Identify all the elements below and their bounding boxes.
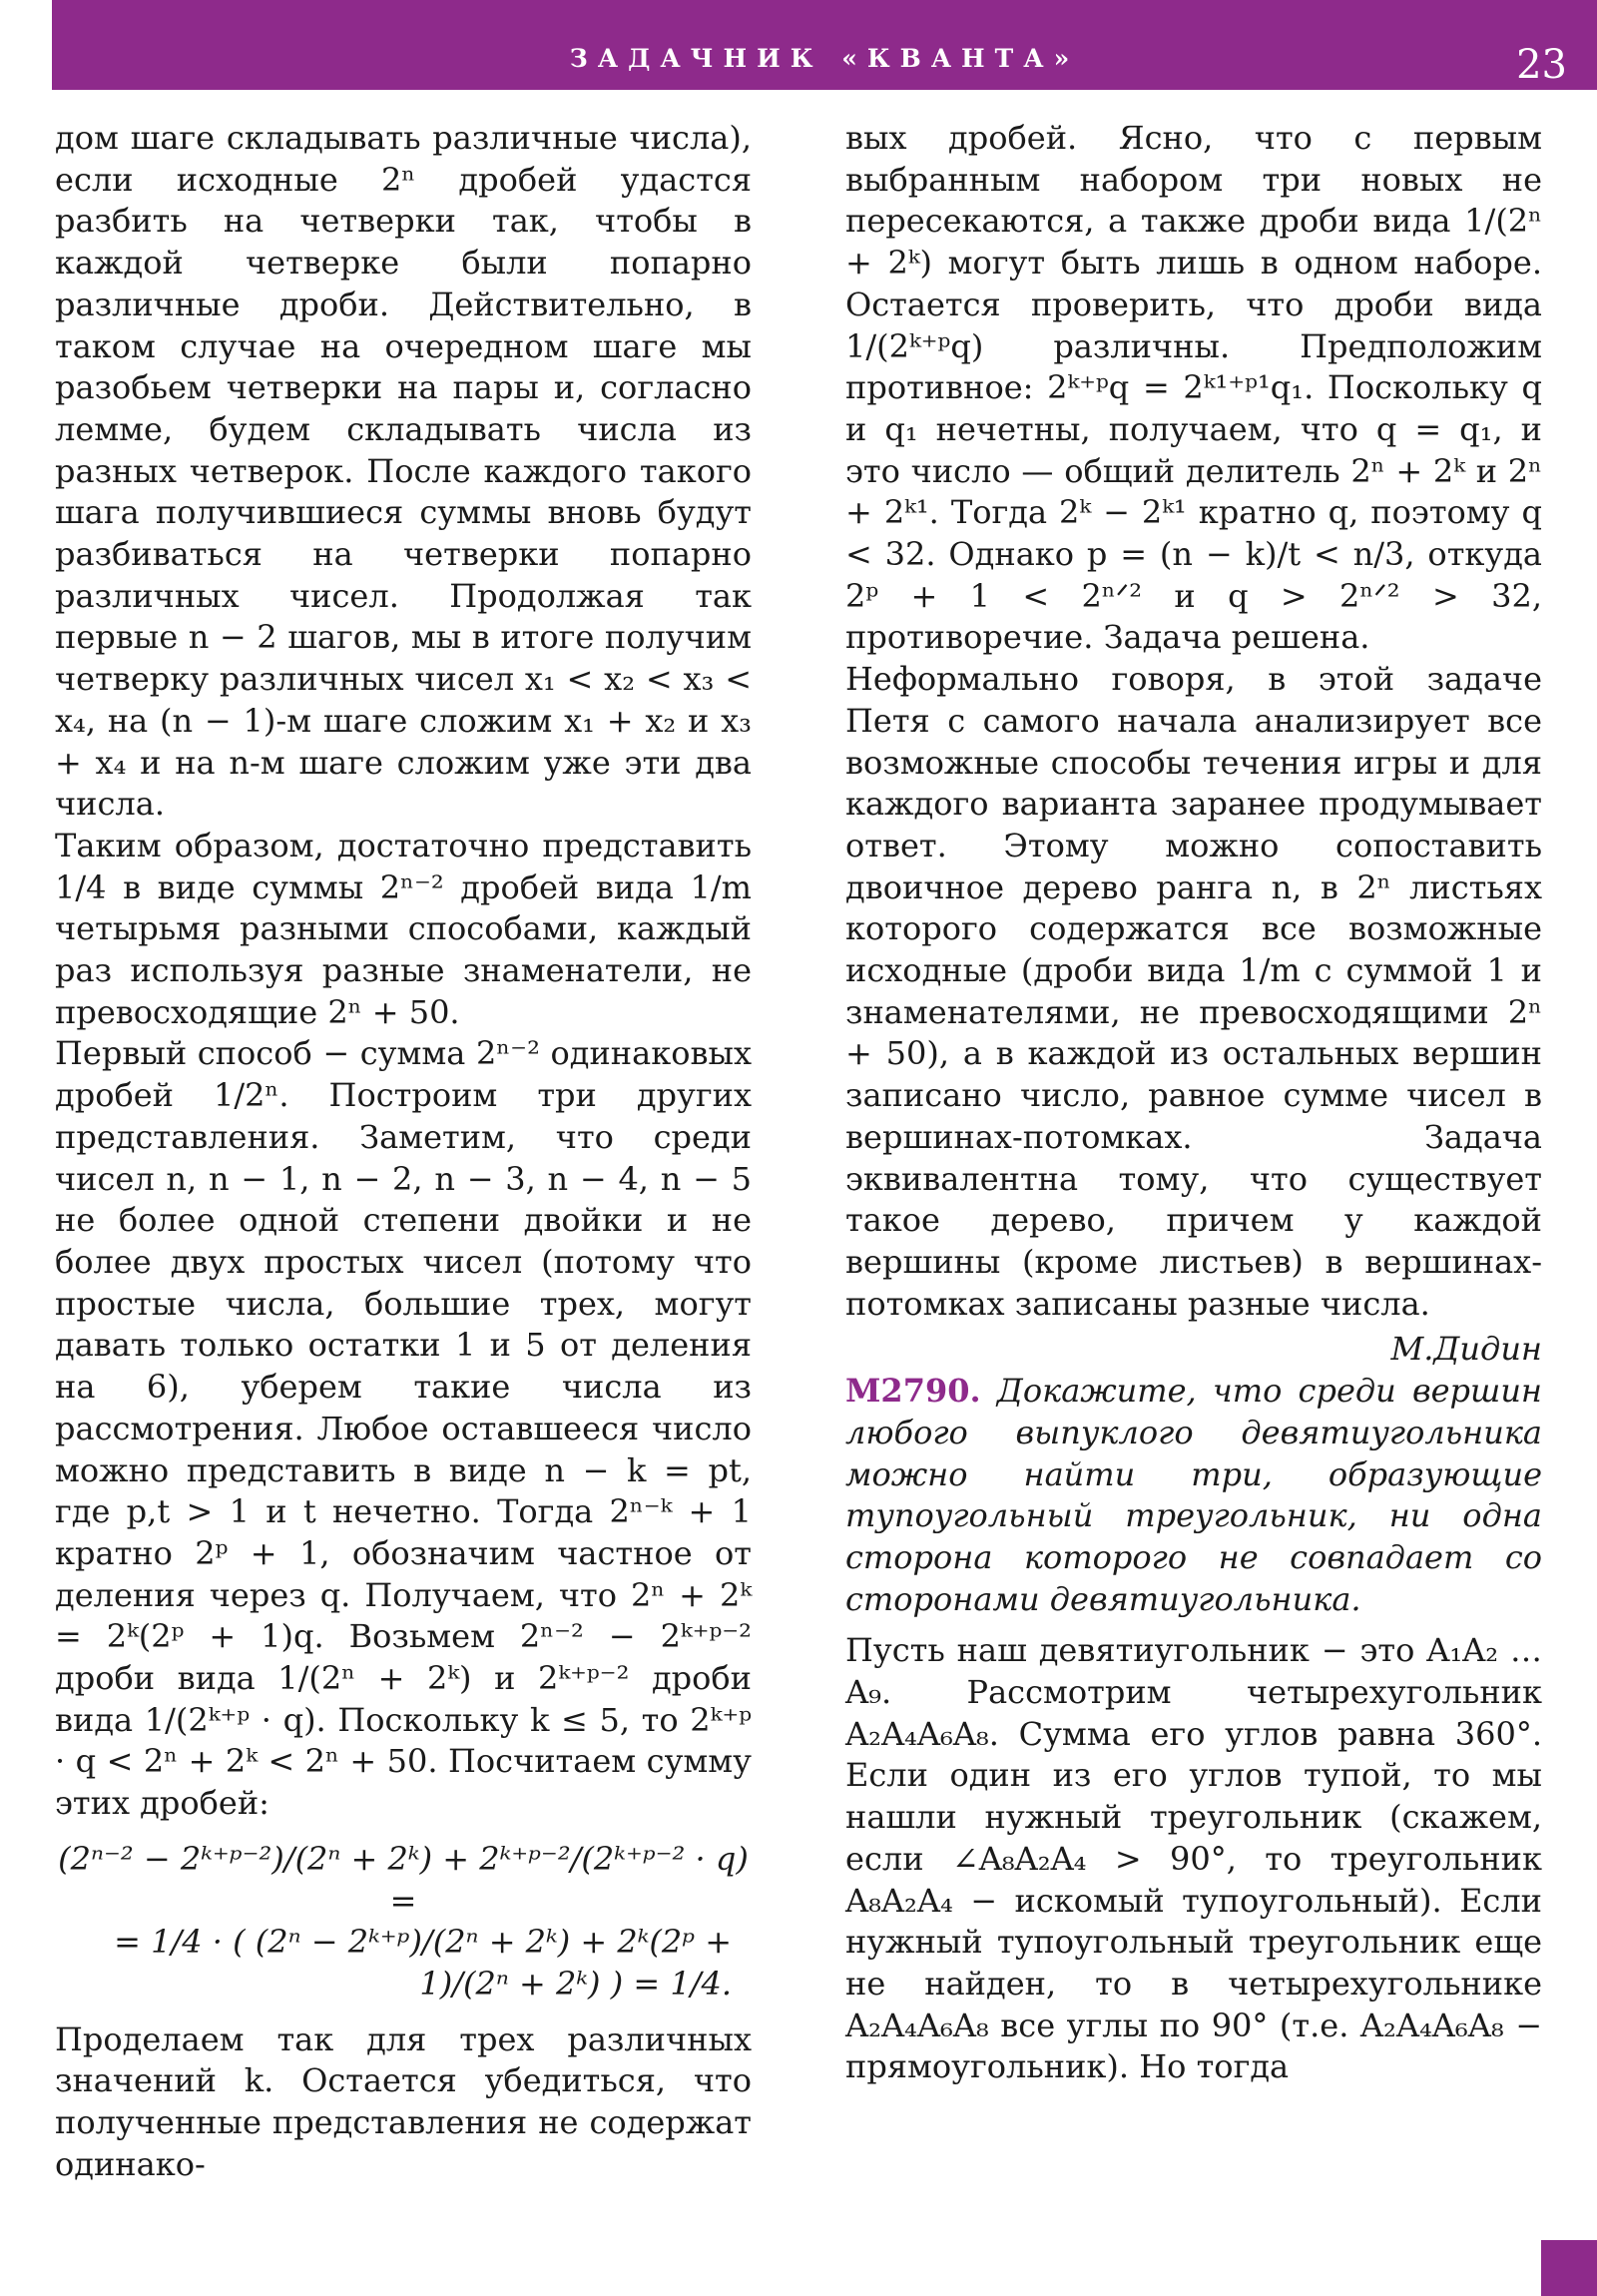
problem-text: Докажите, что среди вершин любого выпуклого девятиугольника можно найти три, образующие тупоугольный треугольник, ни одна сторона которого не совпадает со сторонами девятиугольника. bbox=[845, 1372, 1543, 1618]
formula-line-1: (2ⁿ⁻² − 2ᵏ⁺ᵖ⁻²)/(2ⁿ + 2ᵏ) + 2ᵏ⁺ᵖ⁻²/(2ᵏ⁺ᵖ⁻² · q) = bbox=[58, 1839, 749, 1920]
problem-statement bbox=[845, 1371, 1542, 1620]
paragraph: Проделаем так для трех различных значений k. Остается убедиться, что полученные представления не содержат одинако- bbox=[55, 2019, 752, 2183]
paragraph: дом шаге складывать различные числа), если исходные 2ⁿ дробей удастся разбить на четверки так, чтобы в каждой четверке были попарно различные дроби. Действительно, в таком случае на очередном шаге мы разобьем четверки на пары и, согласно лемме, будем складывать числа из разных четверок. После каждого такого шага получившиеся суммы вновь будут разбиваться на четверки попарно различных чисел. Продолжая так первые n − 2 шагов, мы в итоге получим четверку различных чисел x₁ < x₂ < x₃ < x₄, на (n − 1)-м шаге сложим x₁ + x₂ и x₃ + x₄ и на n-м шаге сложим уже эти два числа. bbox=[55, 119, 752, 824]
formula-line-2: = 1/4 · ( (2ⁿ − 2ᵏ⁺ᵖ)/(2ⁿ + 2ᵏ) + 2ᵏ(2ᵖ + 1)/(2ⁿ + 2ᵏ) ) = 1/4. bbox=[114, 1923, 732, 2003]
paragraph: Таким образом, достаточно представить 1/4 в виде суммы 2ⁿ⁻² дробей вида 1/m четырьмя разными способами, каждый раз используя разные знаменатели, не превосходящие 2ⁿ + 50. bbox=[55, 826, 752, 1031]
left-column bbox=[55, 118, 752, 2185]
author-signature: М.Дидин bbox=[1390, 1330, 1542, 1369]
page-header bbox=[52, 0, 1597, 90]
paragraph: Первый способ − сумма 2ⁿ⁻² одинаковых дробей 1/2ⁿ. Построим три других представления. Заметим, что среди чисел n, n − 1, n − 2, n − 3, n − 4, n − 5 не более одной степени двойки и не более двух простых чисел (потому что простые числа, большие трех, могут давать только остатки 1 и 5 от деления на 6), уберем такие числа из рассмотрения. Любое оставшееся число можно представить в виде n − k = pt, где p,t > 1 и t нечетно. Тогда 2ⁿ⁻ᵏ + 1 кратно 2ᵖ + 1, обозначим частное от деления через q. Получаем, что 2ⁿ + 2ᵏ = 2ᵏ(2ᵖ + 1)q. Возьмем 2ⁿ⁻² − 2ᵏ⁺ᵖ⁻² дроби вида 1/(2ⁿ + 2ᵏ) и 2ᵏ⁺ᵖ⁻² дроби вида 1/(2ᵏ⁺ᵖ · q). Поскольку k ≤ 5, то 2ᵏ⁺ᵖ · q < 2ⁿ + 2ᵏ < 2ⁿ + 50. Посчитаем сумму этих дробей: bbox=[55, 1034, 752, 1823]
right-column bbox=[845, 118, 1542, 2088]
problem-id: М2790. bbox=[845, 1372, 981, 1411]
page-number: 23 bbox=[1516, 42, 1567, 88]
sum-formula bbox=[55, 1839, 752, 2006]
paragraph: вых дробей. Ясно, что с первым выбранным набором три новых не пересекаются, а также дроби вида 1/(2ⁿ + 2ᵏ) могут быть лишь в одном наборе. Остается проверить, что дроби вида 1/(2ᵏ⁺ᵖq) различны. Предположим противное: 2ᵏ⁺ᵖq = 2ᵏ¹⁺ᵖ¹q₁. Поскольку q и q₁ нечетны, получаем, что q = q₁, и это число — общий делитель 2ⁿ + 2ᵏ и 2ⁿ + 2ᵏ¹. Тогда 2ᵏ − 2ᵏ¹ кратно q, поэтому q < 32. Однако p = (n − k)/t < n/3, откуда 2ᵖ + 1 < 2ⁿᐟ² и q > 2ⁿᐟ² > 32, противоречие. Задача решена. bbox=[845, 119, 1542, 657]
paragraph: Пусть наш девятиугольник − это A₁A₂ … A₉. Рассмотрим четырехугольник A₂A₄A₆A₈. Сумма его углов равна 360°. Если один из его углов тупой, то мы нашли нужный треугольник (скажем, если ∠A₈A₂A₄ > 90°, то треугольник A₈A₂A₄ − искомый тупоугольный). Если нужный тупоугольный треугольник еще не найден, то в четырехугольнике A₂A₄A₆A₈ все углы по 90° (т.е. A₂A₄A₆A₈ − прямоугольник). Но тогда bbox=[845, 1631, 1542, 2086]
corner-decoration bbox=[1541, 2240, 1597, 2296]
paragraph: Неформально говоря, в этой задаче Петя с самого начала анализирует все возможные способы течения игры и для каждого варианта заранее продумывает ответ. Этому можно сопоставить двоичное дерево ранга n, в 2ⁿ листьях которого содержатся все возможные исходные (дроби вида 1/m с суммой 1 и знаменателями, не превосходящими 2ⁿ + 50), а в каждой из остальных вершин записано число, равное сумме чисел в вершинах-потомках. Задача эквивалентна тому, что существует такое дерево, причем у каждой вершины (кроме листьев) в вершинах-потомках записаны разные числа. bbox=[845, 660, 1542, 1323]
journal-section-title: ЗАДАЧНИК «КВАНТА» bbox=[569, 44, 1080, 73]
